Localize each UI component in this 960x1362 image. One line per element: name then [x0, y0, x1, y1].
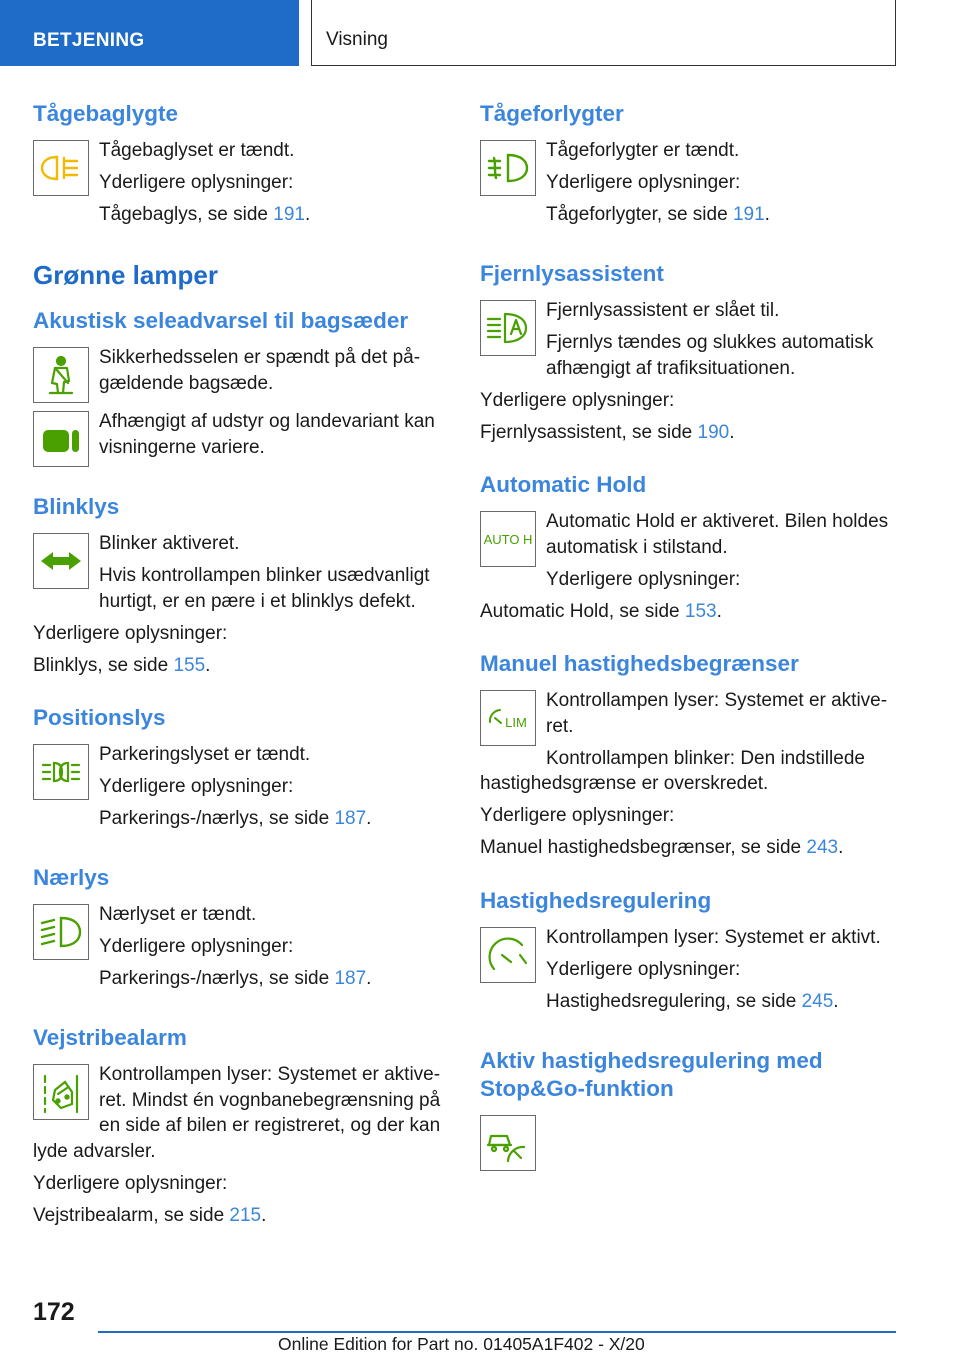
- fog-front-text-1: Tågeforlygter er tændt.: [546, 140, 740, 161]
- auto-hold-text-2: Yderligere oplysninger:: [546, 568, 741, 590]
- left-column: [33, 100, 453, 1254]
- page-link-190[interactable]: 190: [697, 421, 730, 443]
- section-cruise-control: [480, 887, 900, 1021]
- section-blinker: [33, 493, 453, 678]
- seatbelt-icon: [33, 347, 89, 403]
- section-auto-hold: [480, 471, 900, 624]
- speed-limiter-text-2: Kontrollampen blinker: Den indstillede hastighedsgrænse er overskredet.: [480, 747, 865, 794]
- section-fog-rear: [33, 100, 453, 234]
- page-header: [0, 0, 960, 66]
- position-text-1: Parkeringslyset er tændt.: [99, 744, 311, 766]
- speed-limiter-text-3: Yderligere oplysninger:: [480, 805, 675, 826]
- rear-fog-light-icon: [33, 140, 89, 196]
- page-link-243[interactable]: 243: [806, 837, 839, 858]
- auto-hold-icon-label: AUTO H: [483, 532, 533, 547]
- fog-rear-text-2: Yderligere oplysninger:: [99, 172, 294, 193]
- page-link-155[interactable]: 155: [173, 654, 206, 676]
- fog-front-reference: Tågeforlygter, se side 191.: [546, 204, 770, 225]
- heading-blinker: Blinklys: [33, 494, 120, 520]
- high-beam-text-3: Yderligere oplysninger:: [480, 389, 675, 411]
- speed-limiter-icon-label: LIM: [505, 715, 527, 730]
- page-link-191-b[interactable]: 191: [732, 204, 765, 225]
- section-low-beam: [33, 864, 453, 998]
- right-column: [480, 100, 900, 1197]
- heading-speed-limiter: Manuel hastighedsbegrænser: [480, 651, 799, 676]
- section-fog-front: [480, 100, 900, 234]
- heading-acc-stop-go: Aktiv hastighedsregulering med Stop&Go-funktion: [480, 1047, 823, 1101]
- fog-rear-reference: Tågebaglys, se side 191.: [99, 204, 311, 225]
- blinker-text-2: Hvis kontrollampen blinker usædvanligt hurtigt, er en pære i et blinklys defekt.: [99, 565, 430, 612]
- seatbelt-text-2: Afhængigt af udstyr og landevariant kan visningerne variere.: [99, 411, 435, 458]
- auto-hold-reference: Automatic Hold, se side 153.: [480, 600, 722, 622]
- acc-stop-go-icon: [480, 1115, 536, 1171]
- seatbelt-text-1: Sikkerhedsselen er spændt på det på-gældende bagsæde.: [99, 347, 421, 394]
- header-topic-tab: Visning: [311, 0, 896, 66]
- heading-fog-front: Tågeforlygter: [480, 101, 624, 126]
- footer-edition-text: Online Edition for Part no. 01405A1F402 - X/20: [278, 1334, 645, 1354]
- page-link-187-b[interactable]: 187: [334, 968, 367, 990]
- fog-front-text-2: Yderligere oplysninger:: [546, 172, 741, 193]
- page-link-187[interactable]: 187: [334, 808, 367, 830]
- auto-hold-text-1: Automatic Hold er aktiveret. Bilen holdes automatisk i stilstand.: [546, 511, 889, 558]
- front-fog-light-icon: [480, 140, 536, 196]
- parking-light-icon: [33, 744, 89, 800]
- heading-lane: Vejstribealarm: [33, 1025, 187, 1051]
- heading-cruise-control: Hastighedsregulering: [480, 887, 712, 913]
- section-seatbelt: [33, 307, 453, 467]
- turn-signal-arrows-icon: [33, 533, 89, 589]
- blinker-text-3: Yderligere oplysninger:: [33, 622, 228, 644]
- position-text-2: Yderligere oplysninger:: [99, 776, 294, 798]
- seat-indicator-icon: [33, 411, 89, 467]
- heading-low-beam: Nærlys: [33, 865, 110, 891]
- low-beam-reference: Parkerings-/nærlys, se side 187.: [99, 968, 372, 990]
- high-beam-assist-icon: [480, 300, 536, 356]
- page-link-245[interactable]: 245: [801, 990, 834, 1012]
- section-position-light: [33, 704, 453, 838]
- section-speed-limiter: [480, 650, 900, 861]
- blinker-reference: Blinklys, se side 155.: [33, 654, 211, 676]
- lane-text-1: Kontrollampen lyser: Systemet er aktive-ret. Mindst én vognbanebegrænsning på en side af bilen er registreret, og der kan lyde advarsler.: [33, 1064, 441, 1162]
- lane-departure-icon: [33, 1064, 89, 1120]
- cruise-text-1: Kontrollampen lyser: Systemet er aktivt.: [546, 926, 881, 948]
- low-beam-icon: [33, 904, 89, 960]
- page-link-215[interactable]: 215: [229, 1204, 262, 1226]
- heading-green-lamps: Grønne lamper: [33, 260, 218, 290]
- lane-reference: Vejstribealarm, se side 215.: [33, 1204, 267, 1226]
- section-lane: [33, 1024, 453, 1228]
- position-reference: Parkerings-/nærlys, se side 187.: [99, 808, 372, 830]
- fog-rear-text-1: Tågebaglyset er tændt.: [99, 140, 295, 161]
- cruise-text-2: Yderligere oplysninger:: [546, 958, 741, 980]
- auto-hold-icon: [480, 511, 536, 567]
- speed-limiter-icon: [480, 690, 536, 746]
- low-beam-text-1: Nærlyset er tændt.: [99, 904, 257, 926]
- heading-seatbelt: Akustisk seleadvarsel til bagsæder: [33, 308, 409, 334]
- high-beam-text-2: Fjernlys tændes og slukkes automatisk afhængigt af trafiksituationen.: [546, 332, 874, 379]
- cruise-reference: Hastighedsregulering, se side 245.: [546, 990, 839, 1012]
- high-beam-reference: Fjernlysassistent, se side 190.: [480, 421, 735, 443]
- page-link-191[interactable]: 191: [273, 204, 305, 225]
- speed-limiter-text-1: Kontrollampen lyser: Systemet er aktive-ret.: [546, 690, 888, 737]
- heading-high-beam-assist: Fjernlysassistent: [480, 261, 664, 286]
- high-beam-text-1: Fjernlysassistent er slået til.: [546, 300, 780, 321]
- heading-fog-rear: Tågebaglygte: [33, 101, 179, 126]
- low-beam-text-2: Yderligere oplysninger:: [99, 936, 294, 958]
- page-number: 172: [33, 1298, 75, 1326]
- footer-divider: [98, 1331, 896, 1333]
- blinker-text-1: Blinker aktiveret.: [99, 533, 240, 555]
- page-link-153[interactable]: 153: [684, 600, 717, 622]
- header-section-tab: BETJENING: [0, 0, 299, 66]
- lane-text-2: Yderligere oplysninger:: [33, 1172, 228, 1194]
- heading-position-light: Positionslys: [33, 705, 166, 731]
- section-high-beam-assist: [480, 260, 900, 445]
- section-acc-stop-go: [480, 1047, 900, 1171]
- heading-auto-hold: Automatic Hold: [480, 472, 647, 497]
- speed-limiter-reference: Manuel hastighedsbegrænser, se side 243.: [480, 837, 844, 858]
- cruise-control-icon: [480, 927, 536, 983]
